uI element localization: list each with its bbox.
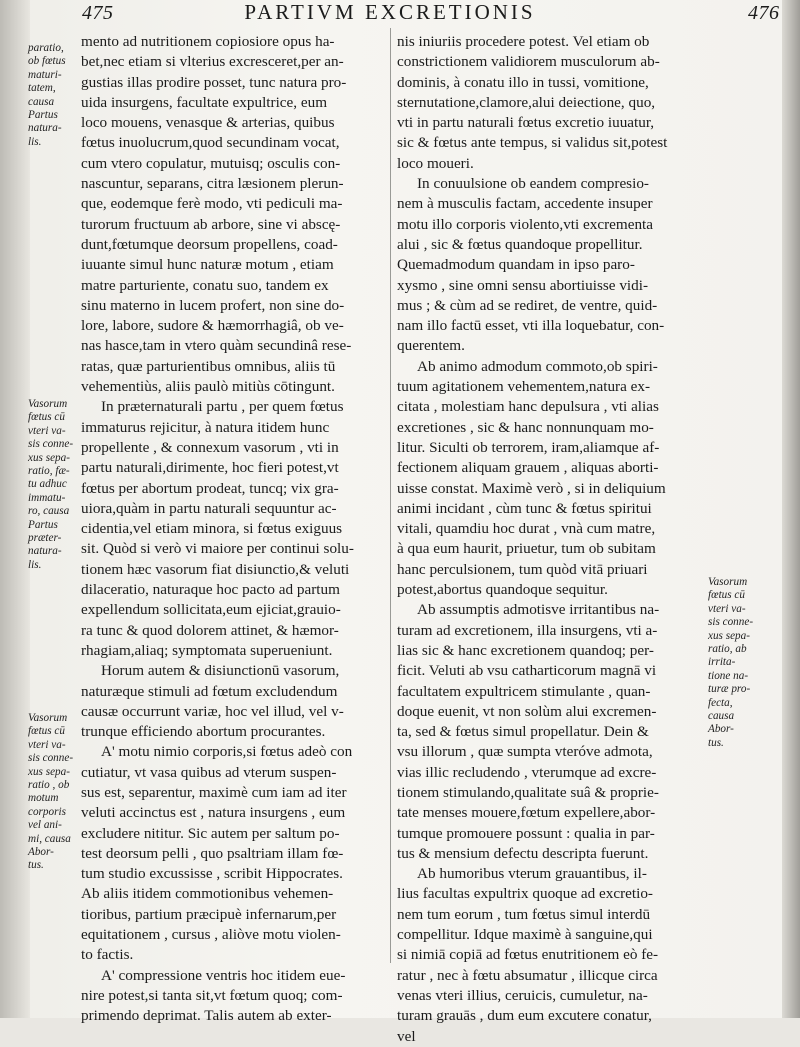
text-line: doque euenit, vt non solùm alui excremen-: [397, 702, 657, 720]
text-line: sit. Quòd si verò vi maiore per continui solu-: [81, 540, 354, 558]
margin-note-line: ratio, fæ-: [28, 465, 70, 478]
text-line: cutiatur, vt vasa quibus ad vterum suspen-: [81, 763, 337, 781]
text-line: alui , sic & fœtus quandoque propellitur.: [397, 235, 643, 253]
text-line: constrictionem validiorem musculorum ab-: [397, 53, 660, 71]
text-line: nem à musculis factam, accedente insuper: [397, 195, 653, 213]
text-line: lius facultas expultrix quoque ad excretio-: [397, 885, 653, 903]
text-line: In conuulsione ob eandem compresio-: [417, 175, 649, 193]
text-line: loco moueri.: [397, 154, 474, 172]
text-line: uisse constat. Maximè verò , si in deliquium: [397, 479, 666, 497]
text-line: nis iniuriis procedere potest. Vel etiam ob: [397, 33, 650, 50]
text-line: iuuante simul hunc naturæ motum , etiam: [81, 256, 334, 274]
text-line: partu naturali,dirimente, hoc fieri potest,vt: [81, 459, 339, 477]
text-line: vti in partu naturali fœtus excretio iuuatur,: [397, 114, 655, 132]
margin-note-line: corporis: [28, 805, 66, 818]
margin-note-line: natura-: [28, 122, 62, 135]
text-line: motu illo corporis violento,vti excrementa: [397, 215, 654, 233]
text-line: turam ad excretionem, illa insurgens, vti a-: [397, 621, 658, 639]
text-line: tumque promouere possunt : qualia in par-: [397, 824, 655, 842]
margin-note-line: tu adhuc: [28, 478, 67, 491]
margin-note-left-3: [28, 712, 78, 873]
margin-note-line: sis conne-: [28, 438, 74, 451]
text-line: vehementiùs, aliis paulò mitiùs cōtingunt.: [81, 378, 335, 396]
margin-note-line: vteri va-: [28, 738, 66, 751]
text-line: gustias illas prodire posset, tunc natura pro-: [81, 73, 347, 91]
text-line: fectionem aliquam grauem , aliquas aborti-: [397, 459, 659, 477]
text-line: fœtus inuolucrum,quod secundinam vocat,: [81, 134, 340, 152]
text-line: Quemadmodum quandam in ipso paro-: [397, 256, 635, 274]
text-line: causæ occurrunt variæ, hoc vel illud, vel v-: [81, 702, 344, 720]
margin-note-line: ob fœtus: [28, 55, 66, 68]
text-line: sternutatione,clamore,alui deiectione, quo,: [397, 93, 656, 111]
margin-note-line: præter-: [28, 532, 62, 545]
text-line: excretiones , sic & hanc nonnunquam mo-: [397, 418, 654, 436]
text-line: tum studio excussisse , scribit Hippocrates.: [81, 865, 343, 883]
margin-note-left-1: [28, 42, 78, 149]
text-line: si nimiā copiā ad fœtus enutritionem eò fe-: [397, 946, 659, 964]
margin-note-line: maturi-: [28, 68, 62, 81]
text-line: ra tunc & quod dolorem attinet, & hæmor-: [81, 621, 339, 639]
text-line: veluti accinctus est , natura insurgens , eum: [81, 804, 346, 822]
margin-note-line: immatu-: [28, 491, 66, 504]
text-line: xysmo , sine omni sensu abortiuisse vidi-: [397, 276, 649, 294]
text-line: to factis.: [81, 946, 134, 964]
margin-note-line: turæ pro-: [708, 683, 751, 696]
margin-note-line: lis.: [28, 558, 42, 571]
page-number-right: 476: [748, 2, 780, 24]
text-line: vsu illorum , quæ sumpta vteróve admota,: [397, 743, 653, 761]
text-line: vel: [397, 1027, 416, 1045]
text-line: Ab assumptis admotisve irritantibus na-: [417, 601, 660, 619]
page-number-left: 475: [82, 2, 114, 24]
text-line: citata , molestiam hanc depulsura , vti alias: [397, 398, 659, 416]
text-line: lore, labore, sudore & hæmorrhagiâ, ob ve-: [81, 317, 344, 335]
text-line: propellente , & connexum vasorum , vti in: [81, 438, 339, 456]
margin-note-right-1: [708, 576, 763, 750]
page-edge-shadow: [782, 0, 800, 1018]
binding-shadow: [0, 0, 30, 1018]
margin-note-line: xus sepa-: [28, 765, 70, 778]
margin-note-line: xus sepa-: [28, 451, 70, 464]
margin-note-line: lis.: [28, 135, 42, 148]
margin-note-line: ratio, ab: [708, 643, 747, 656]
text-line: ratur , nec à fœtu absumatur , illicque circa: [397, 966, 658, 984]
text-line: test deorsum pelli , quo psaltriam illam fœ-: [81, 844, 344, 862]
margin-note-line: fœtus cū: [708, 589, 745, 602]
margin-note-left-2: [28, 398, 78, 572]
text-line: matre parturiente, conatu suo, tandem ex: [81, 276, 329, 294]
margin-note-line: Vasorum: [28, 712, 68, 724]
text-line: rhagiam,aliaq; symptomata superueniunt.: [81, 641, 333, 659]
text-line: mento ad nutritionem copiosiore opus ha-: [81, 33, 335, 50]
margin-note-line: Partus: [28, 518, 58, 531]
text-line: potest,abortus quandoque sequitur.: [397, 581, 608, 599]
text-line: tionem stimulando,qualitate suâ & proprie-: [397, 783, 659, 801]
column-divider: [390, 28, 391, 963]
text-line: cum vtero copulatur, mutuisq; osculis con-: [81, 154, 341, 172]
margin-note-line: sis conne-: [708, 616, 754, 629]
text-line: dunt,fœtumque deorsum propellens, coad-: [81, 235, 338, 253]
text-line: tionem hæc vasorum fiat disiunctio,& veluti: [81, 560, 350, 578]
margin-note-line: tione na-: [708, 669, 749, 682]
text-line: nascuntur, separans, citra læsionem plerun-: [81, 175, 344, 193]
text-line: cidentia,vel etiam minora, si fœtus exiguus: [81, 520, 343, 538]
margin-note-line: vteri va-: [708, 602, 746, 615]
text-line: turam grauās , dum eum excutere conatur,: [397, 1007, 652, 1025]
text-line: immaturus rejicitur, à natura itidem hunc: [81, 418, 330, 436]
text-line: ratas, quæ parturientibus omnibus, aliis tū: [81, 357, 336, 375]
text-line: querentem.: [397, 337, 465, 355]
margin-note-line: fœtus cū: [28, 411, 65, 424]
text-column-left: [81, 32, 386, 1027]
text-line: fœtus per abortum prodeat, tuncq; vix gra-: [81, 479, 339, 497]
text-line: Ab aliis itidem commotionibus vehemen-: [81, 885, 334, 903]
margin-note-line: causa: [708, 710, 735, 723]
text-column-right: [397, 32, 705, 1047]
margin-note-line: paratio,: [28, 42, 64, 54]
text-line: tioribus, partium præcipuè infernarum,per: [81, 905, 337, 923]
margin-note-line: causa: [28, 95, 55, 108]
margin-note-line: irrita-: [708, 656, 736, 669]
text-line: A' motu nimio corporis,si fœtus adeò con: [101, 743, 353, 761]
margin-note-line: tus.: [28, 859, 44, 872]
margin-note-line: Abor-: [708, 723, 734, 736]
text-line: A' compressione ventris hoc itidem eue-: [101, 966, 346, 984]
text-line: uiora,quàm in partu naturali sequuntur ac-: [81, 499, 337, 517]
margin-note-line: ro, causa: [28, 505, 70, 518]
text-line: sic & fœtus ante tempus, si validus sit,potest: [397, 134, 668, 152]
margin-note-line: natura-: [28, 545, 62, 558]
text-line: trunque efficiendo abortum procurantes.: [81, 723, 326, 741]
text-line: Ab animo admodum commoto,ob spiri-: [417, 357, 658, 375]
text-line: expellendum sollicitata,eum ejiciat,grauio-: [81, 601, 341, 619]
text-line: tus & mensium defectu descripta fuerunt.: [397, 844, 649, 862]
text-line: facultatem expultricem stimulante , quan-: [397, 682, 651, 700]
text-line: compellitur. Idque maximè à sanguine,qui: [397, 926, 653, 944]
text-line: turorum fructuum ab arbore, sine vi abscę-: [81, 215, 341, 233]
text-line: nas hasce,tam in vtero quàm secundinâ rese-: [81, 337, 352, 355]
text-line: bet,nec etiam si vlterius excresceret,per an-: [81, 53, 344, 71]
text-line: hanc perculsionem, tum quòd vitā priuari: [397, 560, 648, 578]
text-line: que, eodemque ferè modo, vti pediculi ma-: [81, 195, 343, 213]
text-line: sinu materno in lucem profert, non sine do-: [81, 296, 345, 314]
margin-note-line: Abor-: [28, 846, 54, 859]
text-line: nam illo factū esset, vti illa loquebatur, con-: [397, 317, 665, 335]
text-line: mus ; & cùm ad se rediret, de ventre, quid-: [397, 296, 658, 314]
margin-note-line: vteri va-: [28, 424, 66, 437]
margin-note-line: vel ani-: [28, 819, 62, 832]
text-line: tuum agitationem vehementem,natura ex-: [397, 378, 651, 396]
text-line: tate menses mouere,fœtum expellere,abor-: [397, 804, 656, 822]
text-line: excludere nititur. Sic autem per saltum po-: [81, 824, 340, 842]
margin-note-line: tatem,: [28, 82, 56, 95]
running-head: PARTIVM EXCRETIONIS: [244, 0, 536, 24]
text-line: Horum autem & disiunctionū vasorum,: [101, 662, 340, 680]
text-line: ficit. Veluti ab vsu catharticorum magnā vi: [397, 662, 657, 680]
margin-note-line: ratio , ob: [28, 779, 70, 792]
text-line: venas vteri illius, ceruicis, cumuletur, na-: [397, 986, 648, 1004]
text-line: In præternaturali partu , per quem fœtus: [101, 398, 344, 416]
margin-note-line: xus sepa-: [708, 629, 750, 642]
text-line: ta, sed & fœtus simul propellatur. Dein &: [397, 723, 649, 741]
text-line: nire potest,si tanta sit,vt fœtum quoq; com-: [81, 986, 343, 1004]
text-line: primendo deprimat. Talis autem ab exter-: [81, 1007, 332, 1025]
text-line: uida insurgens, facultate expultrice, eum: [81, 93, 328, 111]
margin-note-line: Vasorum: [28, 398, 68, 410]
margin-note-line: fecta,: [708, 696, 733, 709]
text-line: lias sic & hanc excretionem quandoq; per-: [397, 641, 654, 659]
text-line: sus est, separentur, maximè cum iam ad iter: [81, 783, 347, 801]
margin-note-line: tus.: [708, 736, 724, 749]
margin-note-line: sis conne-: [28, 752, 74, 765]
text-line: equitationem , cursus , aliòve motu violen-: [81, 926, 341, 944]
margin-note-line: mi, causa: [28, 832, 71, 845]
text-line: dominis, à conatu illo in tussi, vomitione,: [397, 73, 649, 91]
margin-note-line: motum: [28, 792, 59, 805]
text-line: nem tum eorum , tum fœtus simul interdū: [397, 905, 651, 923]
text-line: vias illic recludendo , vterumque ad excre-: [397, 763, 657, 781]
margin-note-line: fœtus cū: [28, 725, 65, 738]
text-line: à qua eum haurit, priuetur, tum ob subitam: [397, 540, 656, 558]
text-line: litur. Siculti ob terrorem, iram,aliamque af-: [397, 438, 660, 456]
text-line: loco mouens, venasque & arterias, quibus: [81, 114, 335, 132]
text-line: naturæque stimuli ad fœtum excludendum: [81, 682, 338, 700]
text-line: vitali, quamdiu hoc durat , vnà cum matre,: [397, 520, 656, 538]
text-line: animi incidant , cùm tunc & fœtus spiritui: [397, 499, 652, 517]
text-line: dilaceratio, naturaque hoc pacto ad partum: [81, 581, 340, 599]
text-line: Ab humoribus vterum grauantibus, il-: [417, 865, 647, 883]
margin-note-line: Vasorum: [708, 576, 748, 588]
margin-note-line: Partus: [28, 109, 58, 122]
